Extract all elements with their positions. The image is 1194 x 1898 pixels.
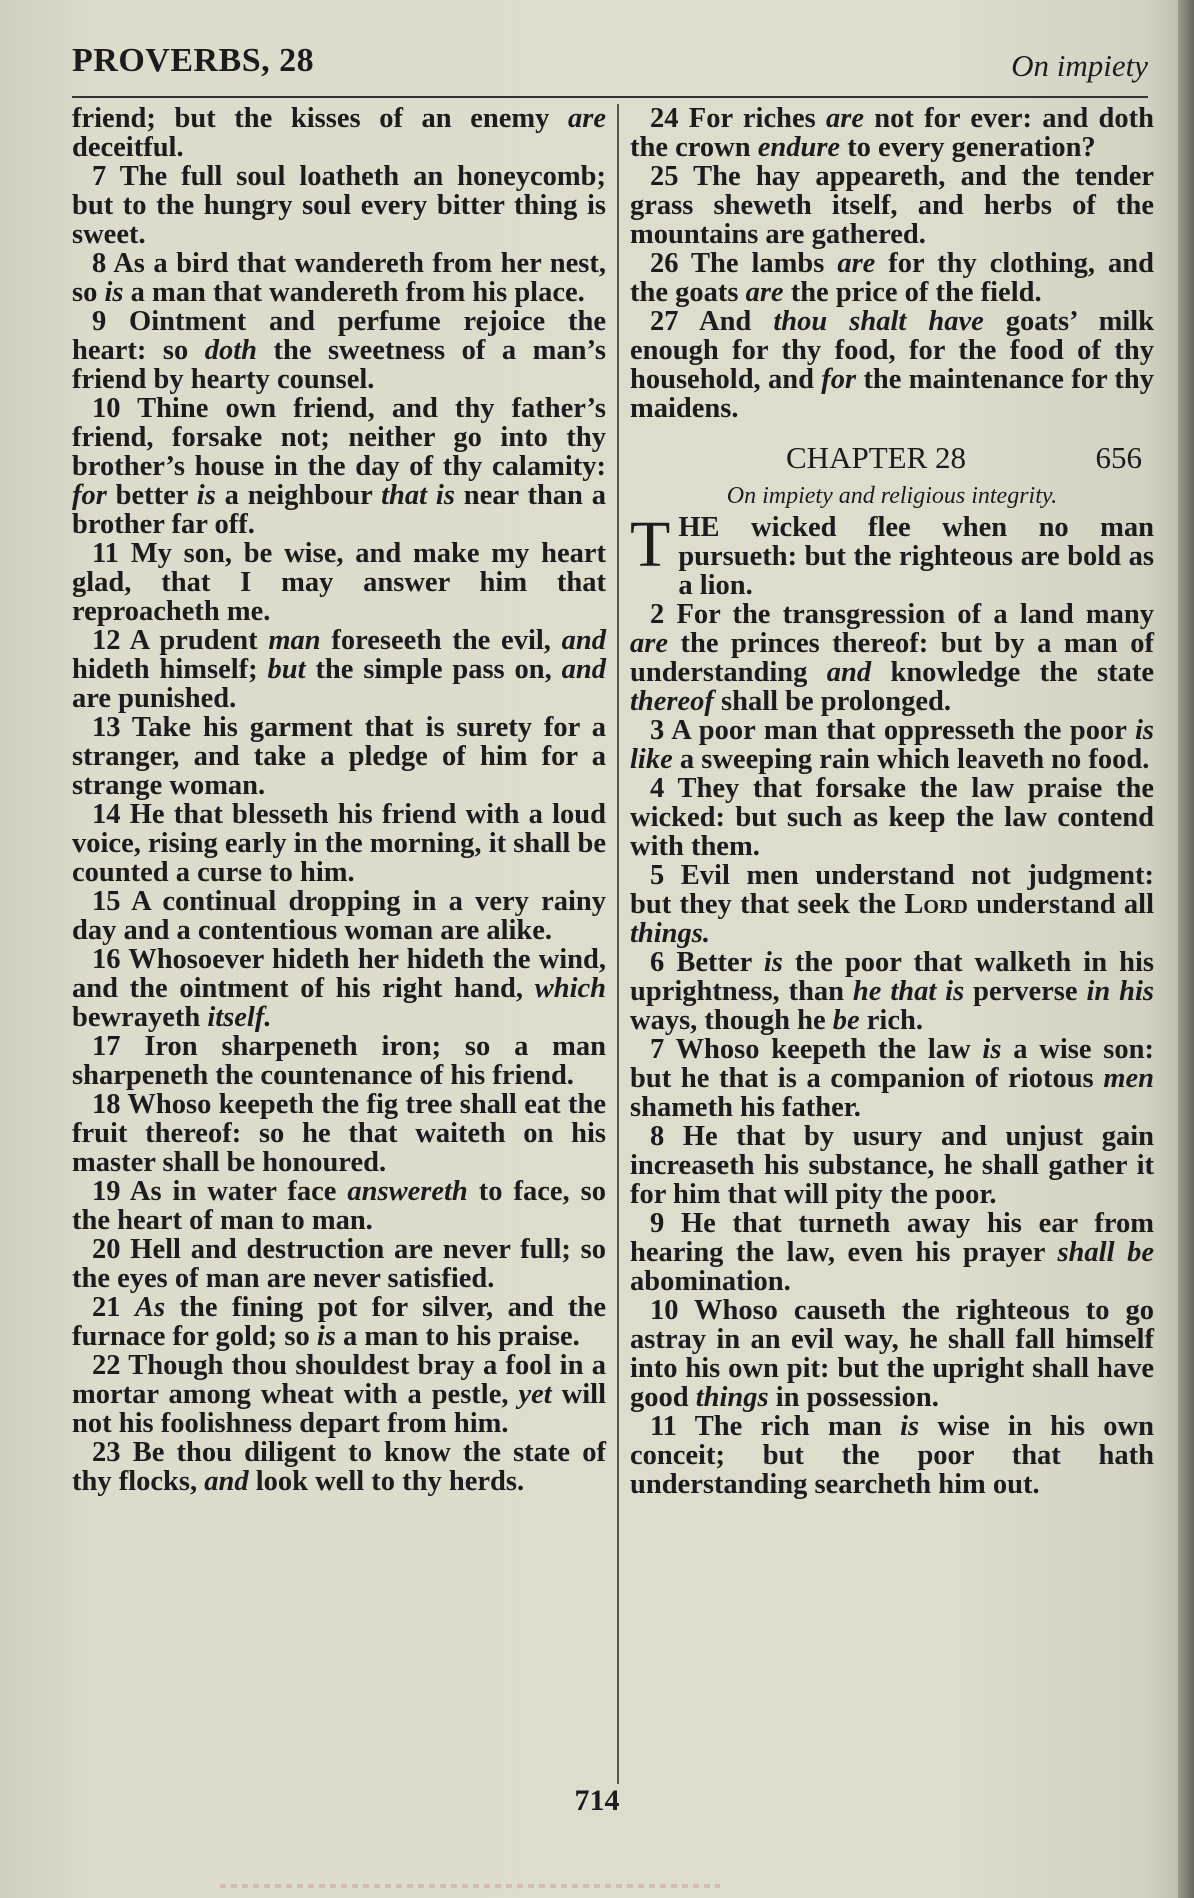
- verse: 3 A poor man that oppresseth the poor is like a sweeping rain which leaveth no food.: [630, 715, 1154, 775]
- page-edge: [1178, 0, 1194, 1898]
- verse: 7 Whoso keepeth the law is a wise son: but he that is a companion of riotous men shameth his father.: [630, 1034, 1154, 1123]
- verse: 11 The rich man is wise in his own conceit; but the poor that hath understanding searcheth him out.: [630, 1411, 1154, 1500]
- verse: 17 Iron sharpeneth iron; so a man sharpeneth the countenance of his friend.: [72, 1031, 606, 1091]
- verses-chapter-28: [630, 600, 1154, 1499]
- verse: 7 The full soul loatheth an honeycomb; but to the hungry soul every bitter thing is sweet.: [72, 161, 606, 250]
- verse: 13 Take his garment that is surety for a stranger, and take a pledge of him for a strange woman.: [72, 712, 606, 801]
- verse: 4 They that forsake the law praise the wicked: but such as keep the law contend with them.: [630, 773, 1154, 862]
- verses-chapter-27-end: [630, 104, 1154, 423]
- bleed-through-marks: [220, 1884, 720, 1888]
- opening-verse: [630, 508, 1154, 601]
- topic-heading: On impiety: [1011, 48, 1148, 83]
- verse: 19 As in water face answereth to face, so the heart of man to man.: [72, 1176, 606, 1236]
- verse: 21 As the fining pot for silver, and the furnace for gold; so is a man to his praise.: [72, 1292, 606, 1352]
- running-head: [72, 42, 1148, 90]
- verse: 26 The lambs are for thy clothing, and the goats are the price of the field.: [630, 248, 1154, 308]
- chapter-title: CHAPTER 28: [786, 440, 966, 475]
- left-column: [72, 104, 606, 1496]
- verse: 24 For riches are not for ever: and doth the crown endure to every generation?: [630, 103, 1154, 163]
- verse: 16 Whosoever hideth her hideth the wind, and the ointment of his right hand, which bewrayeth itself.: [72, 944, 606, 1033]
- verse: 2 For the transgression of a land many are the princes thereof: but by a man of understanding and knowledge the state thereof shall be prolonged.: [630, 599, 1154, 717]
- drop-cap: T: [630, 508, 671, 581]
- verse: 23 Be thou diligent to know the state of thy flocks, and look well to thy herds.: [72, 1437, 606, 1497]
- verse: 6 Better is the poor that walketh in his uprightness, than he that is perverse in his ways, though he be rich.: [630, 947, 1154, 1036]
- verse: 20 Hell and destruction are never full; so the eyes of man are never satisfied.: [72, 1234, 606, 1294]
- verse: 25 The hay appeareth, and the tender grass sheweth itself, and herbs of the mountains are gathered.: [630, 161, 1154, 250]
- verse: 14 He that blesseth his friend with a loud voice, rising early in the morning, it shall be counted a curse to him.: [72, 799, 606, 888]
- verse: 9 Ointment and perfume rejoice the heart: so doth the sweetness of a man’s friend by hearty counsel.: [72, 306, 606, 395]
- verse: 18 Whoso keepeth the fig tree shall eat the fruit thereof: so he that waiteth on his master shall be honoured.: [72, 1089, 606, 1178]
- header-rule: [72, 96, 1148, 98]
- book-chapter-title: PROVERBS, 28: [72, 42, 315, 79]
- verse: 11 My son, be wise, and make my heart glad, that I may answer him that reproacheth me.: [72, 538, 606, 627]
- right-column: [630, 104, 1154, 1499]
- verse: friend; but the kisses of an enemy are deceitful.: [72, 103, 606, 163]
- column-divider: [617, 104, 619, 1784]
- verse: 12 A prudent man foreseeth the evil, and hideth himself; but the simple pass on, and are punished.: [72, 625, 606, 714]
- page-number: 714: [574, 1784, 620, 1817]
- verse: 5 Evil men understand not judgment: but they that seek the Lord understand all things.: [630, 860, 1154, 949]
- verse: 8 As a bird that wandereth from her nest, so is a man that wandereth from his place.: [72, 248, 606, 308]
- verse: 10 Whoso causeth the righteous to go astray in an evil way, he shall fall himself into his own pit: but the upright shall have good things in possession.: [630, 1295, 1154, 1413]
- verse: 10 Thine own friend, and thy father’s friend, forsake not; neither go into thy brother’s house in the day of thy calamity: for better is a neighbour that is near than a brother far off.: [72, 393, 606, 540]
- chapter-heading: [630, 440, 1154, 479]
- chapter-reference-number: 656: [1095, 440, 1142, 475]
- verse: 27 And thou shalt have goats’ milk enough for thy food, for the food of thy household, and for the maintenance for thy maidens.: [630, 306, 1155, 424]
- chapter-summary: On impiety and religious integrity.: [726, 483, 1058, 509]
- opening-verse-text: HE wicked flee when no man pursueth: but the righteous are bold as a lion.: [678, 512, 1154, 601]
- verse: 9 He that turneth away his ear from hearing the law, even his prayer shall be abomination.: [630, 1208, 1154, 1297]
- verse: 8 He that by usury and unjust gain increaseth his substance, he shall gather it for him that will pity the poor.: [630, 1121, 1154, 1210]
- verse: 22 Though thou shouldest bray a fool in a mortar among wheat with a pestle, yet will not his foolishness depart from him.: [72, 1350, 606, 1439]
- verse: 15 A continual dropping in a very rainy day and a contentious woman are alike.: [72, 886, 606, 946]
